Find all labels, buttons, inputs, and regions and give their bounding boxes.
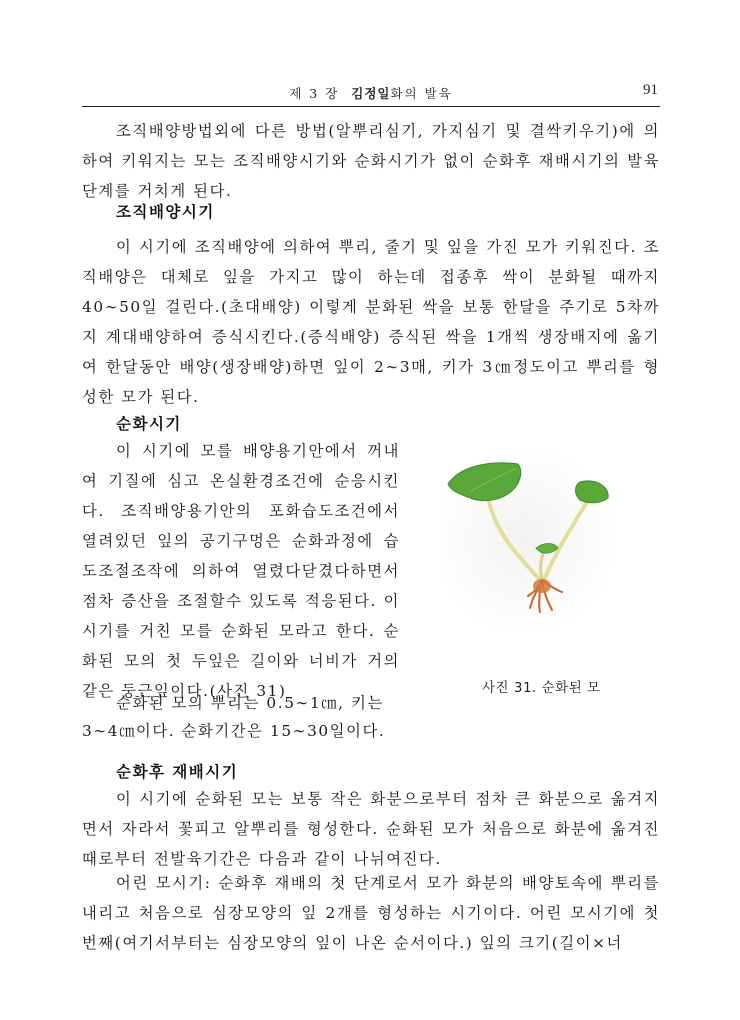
acclimatization-paragraph: 이 시기에 모를 배양용기안에서 꺼내여 기질에 심고 온실환경조건에 순응시킨다. 조직배양용기안의 포화습도조건에서 열려있던 잎의 공기구멍은 순화과정에 습도조절조작에 의하여 열렸다닫겼다하면서 점차 증산을 조절할수 있도록 적응된다. 이 시기를 거친 모를 순화된 모라고 한다. 순화된 모의 첫 두잎은 길이와 너비가 거의 같은 둥근잎이다.(사진 31) — [82, 442, 400, 700]
intro-paragraph: 조직배양방법외에 다른 방법(알뿌리심기, 가지심기 및 결싹키우기)에 의하여 키워지는 모는 조직배양시기와 순화시기가 없이 순화후 재배시기의 발육단계를 거치게 된다. — [82, 122, 660, 200]
post-acclimatization-paragraph-1: 이 시기에 순화된 모는 보통 작은 화분으로부터 점차 큰 화분으로 옮겨지면서 자라서 꽃피고 알뿌리를 형성한다. 순화된 모가 처음으로 화분에 옮겨진 때로부터 전발육기간은 다음과 같이 나뉘여진다. — [82, 790, 660, 868]
chapter-label: 제 3 장 — [289, 86, 340, 101]
section-heading-post-acclimatization: 순화후 재배시기 — [116, 763, 239, 781]
acclimatization-paragraph-2a: 순화된 모의 뿌리는 0.5∼1㎝, 키는 — [116, 694, 384, 712]
page-header — [82, 84, 660, 107]
acclimatized-seedling-photo — [440, 452, 610, 627]
title-rest: 화의 발육 — [390, 86, 453, 101]
figure-caption: 사진 31. 순화된 모 — [482, 680, 601, 696]
section-heading-acclimatization: 순화시기 — [116, 415, 182, 433]
page-number: 91 — [643, 82, 658, 98]
title-name: 김정일 — [351, 86, 391, 101]
acclimatization-paragraph-2b: 3∼4㎝이다. 순화기간은 15∼30일이다. — [82, 722, 386, 740]
post-acclimatization-paragraph-2: 어린 모시기: 순화후 재배의 첫 단계로서 모가 화분의 배양토속에 뿌리를 내리고 처음으로 심장모양의 잎 2개를 형성하는 시기이다. 어린 모시기에 첫번째(여기서부터는 심장모양의 잎이 나온 순서이다.) 잎의 크기(길이×너 — [82, 874, 660, 952]
tissue-culture-paragraph: 이 시기에 조직배양에 의하여 뿌리, 줄기 및 잎을 가진 모가 키워진다. 조직배양은 대체로 잎을 가지고 많이 하는데 접종후 싹이 분화될 때까지 40∼50일 걸린다.(초대배양) 이렇게 분화된 싹을 보통 한달을 주기로 5차까지 계대배양하여 증식시킨다.(증식배양) 증식된 싹을 1개씩 생장배지에 옮기여 한달동안 배양(생장배양)하면 잎이 2∼3매, 키가 3㎝정도이고 뿌리를 형성한 모가 된다. — [82, 238, 660, 406]
section-heading-tissue-culture: 조직배양시기 — [116, 203, 215, 221]
running-title — [82, 84, 660, 102]
